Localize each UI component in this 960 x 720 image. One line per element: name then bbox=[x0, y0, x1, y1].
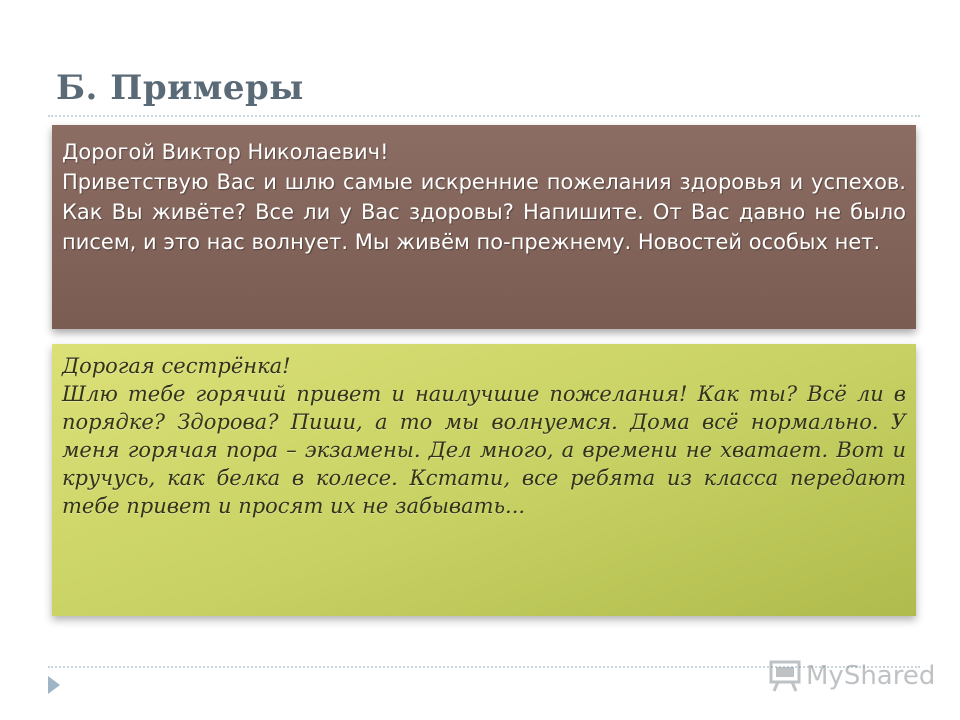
bullet-arrow-icon bbox=[48, 676, 60, 694]
title-divider bbox=[48, 115, 920, 117]
informal-letter-body: Шлю тебе горячий привет и наилучшие пожелания! Как ты? Всё ли в порядке? Здорова? Пиши, а то мы волнуемся. Дома всё нормально. У меня горячая пора – экзамены. Дел много, а времени не хватает. Вот и кручусь, как белка в колесе. Кстати, все ребята из класса передают тебе привет и просят их не забывать... bbox=[62, 382, 906, 518]
projector-screen-icon bbox=[768, 659, 802, 693]
watermark-text: MyShared bbox=[806, 661, 936, 691]
slide-title: Б. Примеры bbox=[56, 68, 304, 108]
watermark-logo bbox=[768, 656, 935, 696]
informal-letter-greeting: Дорогая сестрёнка! bbox=[62, 354, 291, 378]
formal-letter-body: Приветствую Вас и шлю самые искренние пожелания здоровья и успехов. Как Вы живёте? Все ли у Вас здоровы? Напишите. От Вас давно не было писем, и это нас волнует. Мы живём по-прежнему. Новостей особых нет. bbox=[62, 170, 906, 254]
formal-letter-box bbox=[52, 125, 916, 329]
informal-letter-box bbox=[52, 344, 916, 616]
formal-letter-greeting: Дорогой Виктор Николаевич! bbox=[62, 140, 389, 164]
